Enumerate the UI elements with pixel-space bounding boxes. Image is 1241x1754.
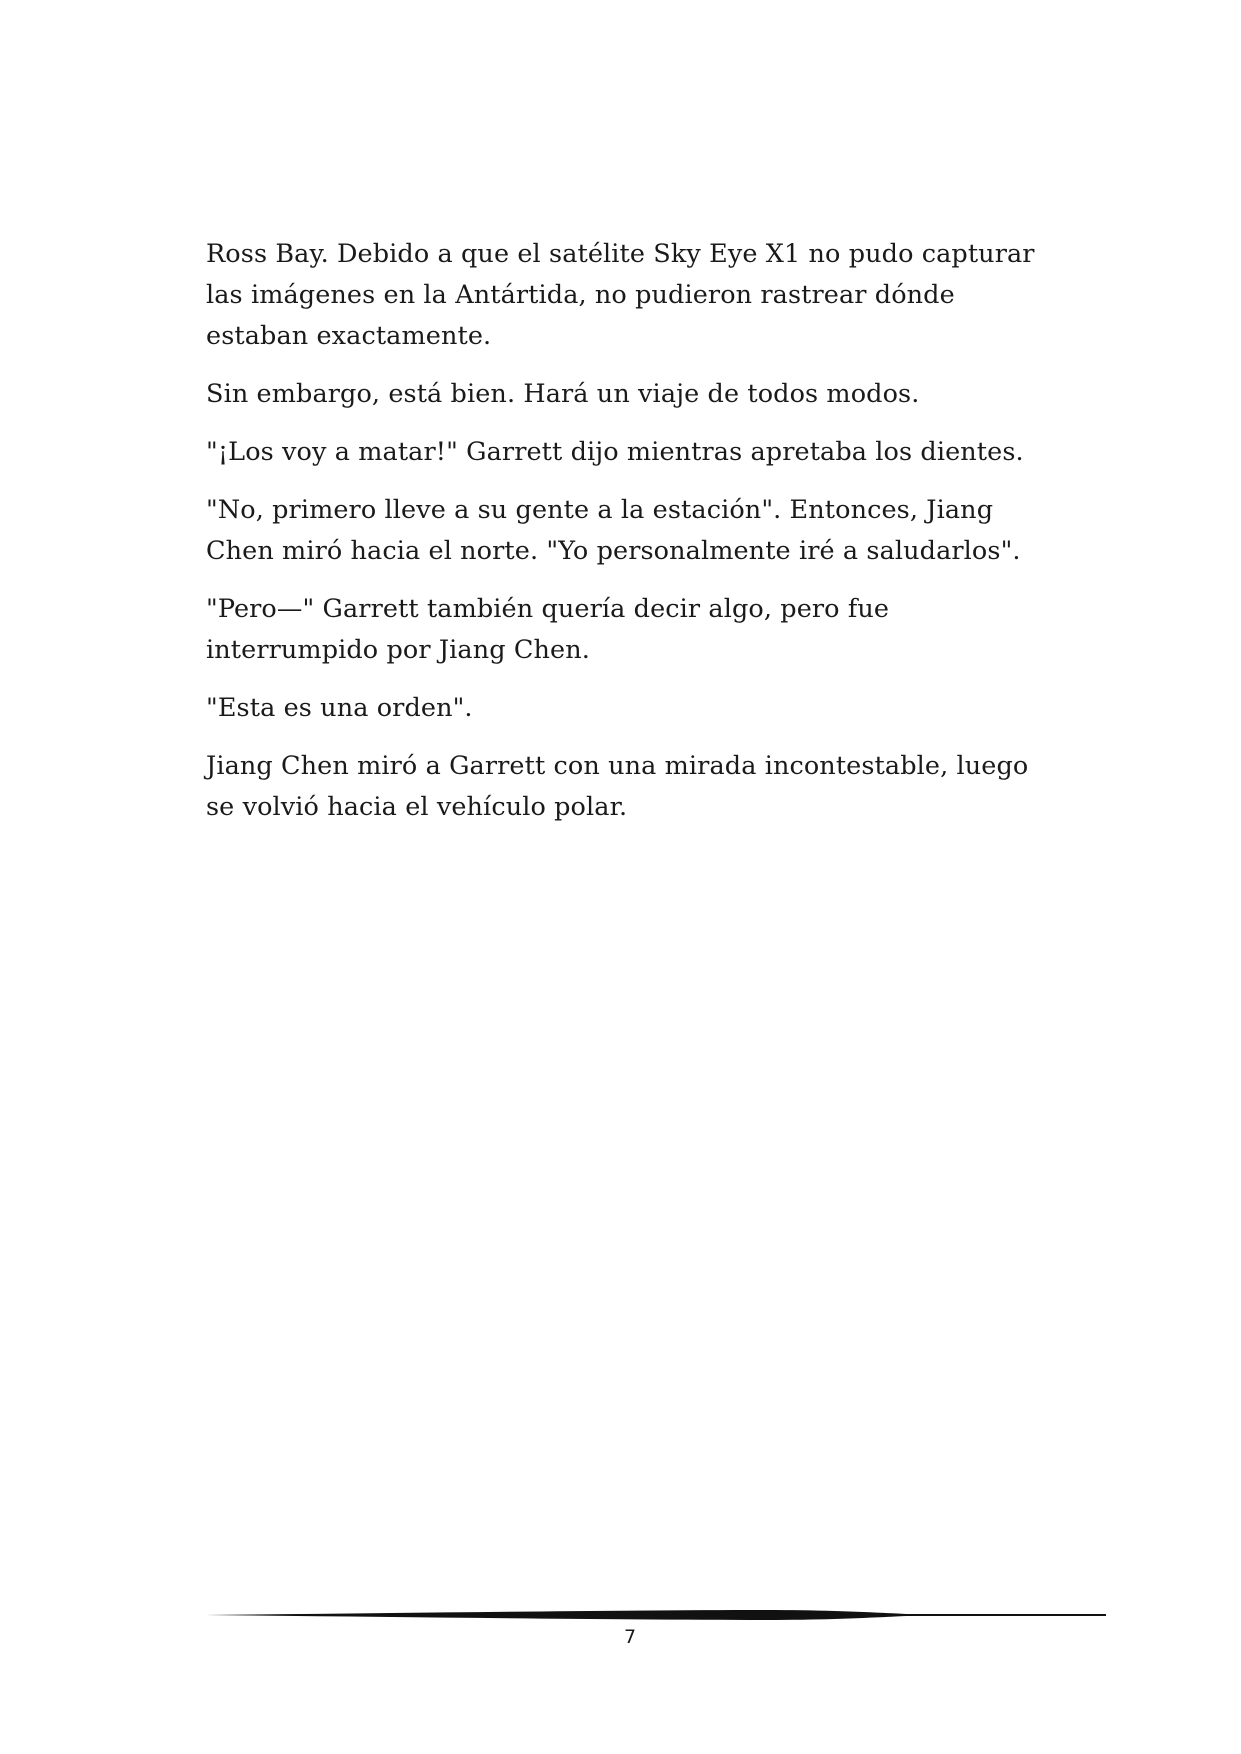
footer-divider	[206, 1608, 1106, 1622]
paragraph-2: Sin embargo, está bien. Hará un viaje de todos modos.	[206, 379, 920, 409]
paragraph-6: "Esta es una orden".	[206, 693, 473, 723]
body-text	[206, 234, 1036, 845]
paragraph-5: "Pero—" Garrett también quería decir algo, pero fue interrumpido por Jiang Chen.	[206, 594, 890, 665]
paragraph-3: "¡Los voy a matar!" Garrett dijo mientras apretaba los dientes.	[206, 437, 1024, 467]
page-number: 7	[623, 1626, 637, 1648]
paragraph-4: "No, primero lleve a su gente a la estación". Entonces, Jiang Chen miró hacia el norte. "Yo personalmente iré a saludarlos".	[206, 495, 1021, 566]
paragraph-1: Ross Bay. Debido a que el satélite Sky Eye X1 no pudo capturar las imágenes en la Antártida, no pudieron rastrear dónde estaban exactamente.	[206, 239, 1035, 351]
paragraph-7: Jiang Chen miró a Garrett con una mirada incontestable, luego se volvió hacia el vehículo polar.	[206, 751, 1029, 822]
